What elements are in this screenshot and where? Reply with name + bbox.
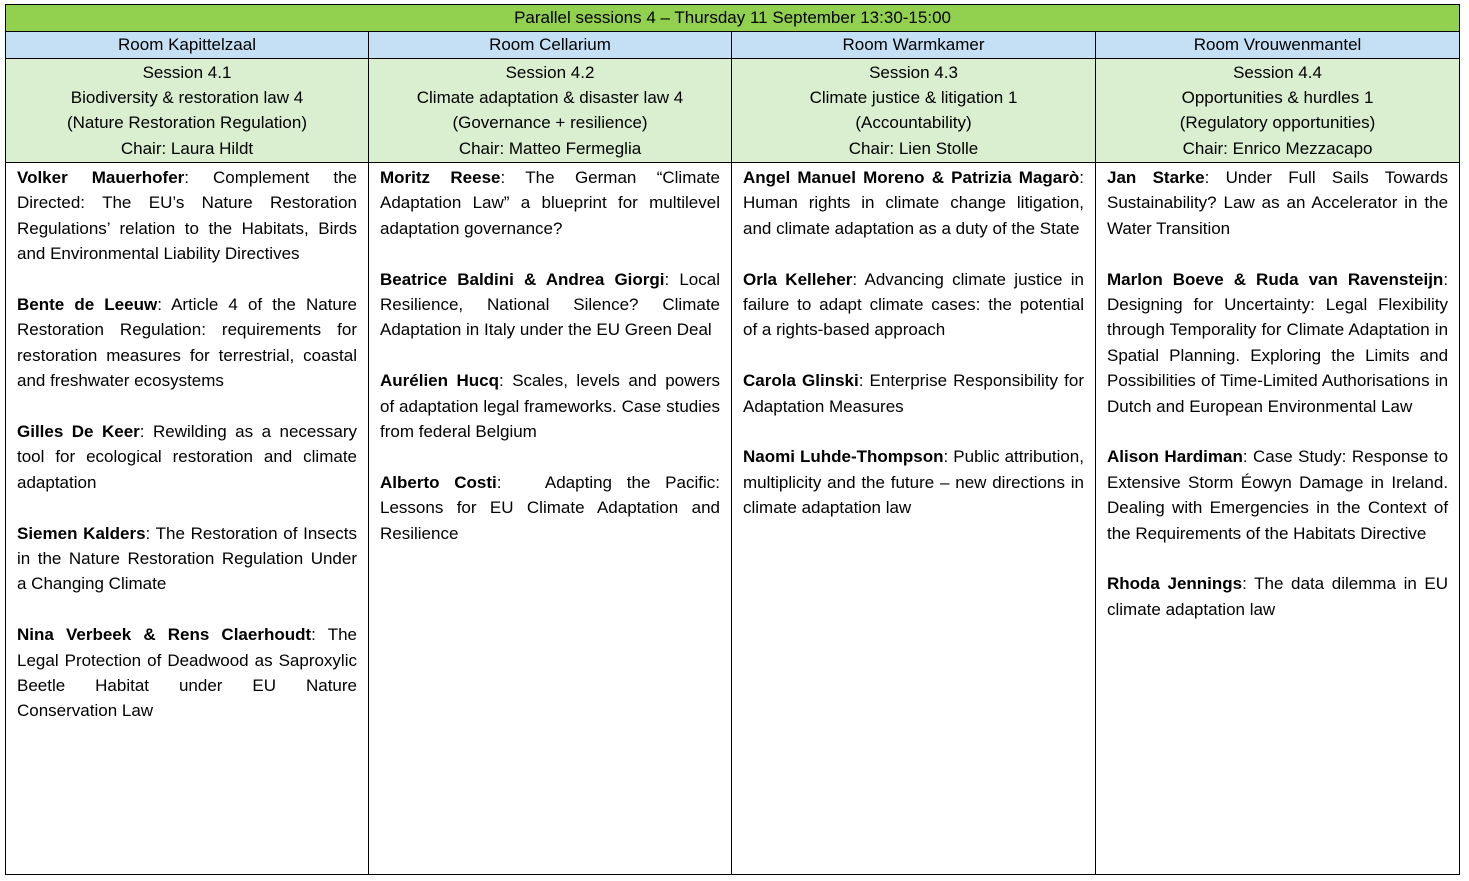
talk-title: : The German “Climate Adaptation Law” a blueprint for multilevel adaptation governance? (380, 168, 720, 238)
talk-title: : The Legal Protection of Deadwood as Saproxylic Beetle Habitat under EU Nature Conservation Law (17, 625, 357, 721)
session-header (732, 59, 1096, 163)
session-theme: Biodiversity & restoration law 4 (70, 88, 304, 108)
talk-title: : Enterprise Responsibility for Adaptation Measures (743, 371, 1084, 416)
talk-entry (17, 622, 357, 724)
talk-entry (1107, 267, 1448, 419)
talk-entry (743, 368, 1084, 419)
session-chair: Chair: Enrico Mezzacapo (1182, 138, 1373, 158)
session-number: Session 4.3 (869, 63, 958, 82)
session-chair: Chair: Laura Hildt (120, 138, 254, 158)
talk-entry (1107, 444, 1448, 546)
talk-speaker: Alberto Costi (380, 472, 497, 492)
talk-title: : The Restoration of Insects in the Nature Restoration Regulation Under a Changing Climate (17, 523, 357, 594)
talk-title: : The data dilemma in EU climate adaptation law (1107, 574, 1449, 619)
talk-title: : Complement the Directed: The EU’s Nature Restoration Regulations’ relation to the Habitats, Birds and Environmental Liability Directives (17, 168, 357, 264)
talk-title: : Scales, levels and powers of adaptation legal frameworks. Case studies from federal Belgium (380, 371, 720, 442)
talks-list (1096, 163, 1460, 875)
session-number: Session 4.2 (505, 63, 595, 82)
talk-entry (380, 267, 720, 343)
session-header (1096, 59, 1460, 163)
talk-entry (17, 521, 357, 597)
talk-title: : Human rights in climate change litigation, and climate adaptation as a duty of the State (743, 168, 1084, 238)
session-theme: Climate adaptation & disaster law 4 (416, 88, 684, 108)
talk-entry (743, 267, 1084, 343)
schedule-title: Parallel sessions 4 – Thursday 11 September 13:30-15:00 (6, 5, 1460, 32)
talk-title: : Designing for Uncertainty: Legal Flexibility through Temporality for Climate Adaptation in Spatial Planning. Exploring the Limits and Possibilities of Time-Limited Authorisations in Dutch and European Environmental Law (1107, 269, 1449, 416)
session-subtheme: (Nature Restoration Regulation) (66, 113, 307, 133)
talk-speaker: Orla Kelleher (743, 269, 853, 289)
session-subtheme: (Regulatory opportunities) (1179, 113, 1376, 133)
session-row (6, 59, 1460, 163)
talks-list (369, 163, 732, 875)
talk-title: : Rewilding as a necessary tool for ecological restoration and climate adaptation (17, 422, 357, 492)
talk-title: : Under Full Sails Towards Sustainability? Law as an Accelerator in the Water Transition (1107, 168, 1449, 238)
talk-title: : Article 4 of the Nature Restoration Regulation: requirements for restoration measures for terrestrial, coastal and freshwater ecosystems (17, 295, 358, 391)
talk-speaker: Volker Mauerhofer (17, 168, 185, 187)
session-number: Session 4.1 (142, 63, 232, 82)
schedule-table (5, 4, 1460, 875)
session-header (6, 59, 369, 163)
talk-entry (380, 368, 720, 444)
talk-title: : Local Resilience, National Silence? Climate Adaptation in Italy under the EU Green Deal (380, 269, 720, 340)
talk-title: : Public attribution, multiplicity and the future – new directions in climate adaptation law (743, 447, 1084, 518)
talk-entry (1107, 571, 1448, 622)
talk-speaker: Jan Starke (1107, 168, 1205, 187)
talk-speaker: Rhoda Jennings (1107, 574, 1243, 594)
talk-title: : Case Study: Response to Extensive Storm Éowyn Damage in Ireland. Dealing with Emergencies in the Context of the Requirements of the Habitats Directive (1107, 447, 1449, 543)
session-subtheme: (Governance + resilience) (452, 113, 648, 133)
talk-speaker: Alison Hardiman (1107, 447, 1243, 467)
room-name: Room Cellarium (369, 32, 732, 59)
talk-speaker: Marlon Boeve & Ruda van Ravensteijn (1107, 269, 1444, 289)
room-row (6, 32, 1460, 59)
room-name: Room Warmkamer (732, 32, 1096, 59)
session-chair: Chair: Lien Stolle (848, 138, 979, 158)
session-theme: Opportunities & hurdles 1 (1181, 88, 1374, 108)
talk-speaker: Moritz Reese (380, 168, 501, 187)
talk-title: : Adapting the Pacific: Lessons for EU Climate Adaptation and Resilience (380, 472, 725, 543)
talk-entry (743, 165, 1084, 241)
talk-entry (17, 165, 357, 267)
talk-entry (380, 470, 725, 546)
talk-speaker: Siemen Kalders (17, 523, 146, 543)
room-name: Room Kapittelzaal (6, 32, 369, 59)
talk-entry (380, 165, 720, 241)
talk-entry (17, 419, 357, 495)
talk-speaker: Nina Verbeek & Rens Claerhoudt (17, 625, 312, 645)
talk-speaker: Gilles De Keer (17, 422, 140, 442)
talk-title: : Advancing climate justice in failure to adapt climate cases: the potential of a rights-based approach (743, 269, 1084, 340)
talk-entry (1107, 165, 1448, 241)
session-chair: Chair: Matteo Fermeglia (458, 138, 642, 158)
title-row (6, 5, 1460, 32)
talk-speaker: Naomi Luhde-Thompson (743, 447, 944, 467)
session-number: Session 4.4 (1233, 63, 1322, 82)
talk-entry (17, 292, 357, 394)
room-name: Room Vrouwenmantel (1096, 32, 1460, 59)
talk-speaker: Beatrice Baldini & Andrea Giorgi (380, 269, 665, 289)
talks-list (6, 163, 369, 875)
talks-row (6, 163, 1460, 875)
session-subtheme: (Accountability) (855, 113, 972, 133)
talk-speaker: Aurélien Hucq (380, 371, 499, 391)
talk-entry (743, 444, 1084, 520)
session-header (369, 59, 732, 163)
session-theme: Climate justice & litigation 1 (809, 88, 1018, 108)
talk-speaker: Angel Manuel Moreno & Patrizia Magarò (743, 168, 1080, 187)
talks-list (732, 163, 1096, 875)
talk-speaker: Carola Glinski (743, 371, 859, 391)
talk-speaker: Bente de Leeuw (17, 295, 158, 315)
